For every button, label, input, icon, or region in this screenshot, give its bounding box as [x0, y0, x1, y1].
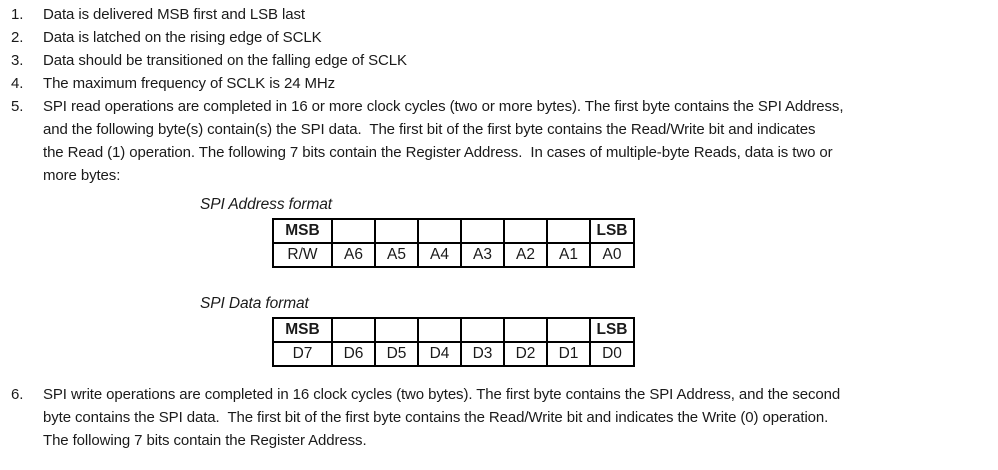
list-item-6-text-line-3: The following 7 bits contain the Register Address.	[43, 432, 367, 449]
list-item-5-number: 5.	[11, 98, 24, 115]
list-item-5-text-line-3: the Read (1) operation. The following 7 bits contain the Register Address. In cases of multiple-byte Reads, data is two or	[43, 144, 833, 161]
list-item-3-text: Data should be transitioned on the falling edge of SCLK	[43, 52, 407, 69]
data-bit-cell: D1	[547, 342, 590, 366]
list-item-2	[0, 26, 998, 49]
data-bit-cell: D2	[504, 342, 547, 366]
data-bit-cell: D3	[461, 342, 504, 366]
list-item-1	[0, 3, 998, 26]
list-item-6	[0, 383, 998, 452]
address-header-cell-msb: MSB	[273, 219, 332, 243]
address-bit-cell: R/W	[273, 243, 332, 267]
data-bit-cell: D0	[590, 342, 634, 366]
address-header-cell	[547, 219, 590, 243]
address-bit-cell: A5	[375, 243, 418, 267]
address-bit-cell: A3	[461, 243, 504, 267]
table-row	[273, 243, 634, 267]
list-item-3-number: 3.	[11, 52, 24, 69]
address-bit-cell: A4	[418, 243, 461, 267]
data-header-cell-lsb: LSB	[590, 318, 634, 342]
list-item-5	[0, 95, 998, 187]
data-header-cell	[418, 318, 461, 342]
data-header-cell	[375, 318, 418, 342]
address-bit-cell: A2	[504, 243, 547, 267]
list-item-5-text-line-2: and the following byte(s) contain(s) the SPI data. The first bit of the first byte contains the Read/Write bit and indicates	[43, 121, 816, 138]
data-bit-cell: D4	[418, 342, 461, 366]
address-header-cell	[504, 219, 547, 243]
data-bit-cell: D6	[332, 342, 375, 366]
data-header-cell	[504, 318, 547, 342]
table-row	[273, 318, 634, 342]
address-header-cell	[461, 219, 504, 243]
spi-address-format-caption: SPI Address format	[200, 196, 333, 213]
table-row	[273, 342, 634, 366]
list-item-6-text-line-2: byte contains the SPI data. The first bit of the first byte contains the Read/Write bit and indicates the Write (0) operation.	[43, 409, 829, 426]
list-item-5-text-line-1: SPI read operations are completed in 16 or more clock cycles (two or more bytes). The first byte contains the SPI Address,	[43, 98, 844, 115]
data-header-cell	[332, 318, 375, 342]
data-bit-cell: D5	[375, 342, 418, 366]
list-item-5-text-line-4: more bytes:	[43, 167, 121, 184]
list-item-4	[0, 72, 998, 95]
list-item-1-text: Data is delivered MSB first and LSB last	[43, 6, 305, 23]
data-header-cell	[461, 318, 504, 342]
address-header-cell	[418, 219, 461, 243]
list-item-2-text: Data is latched on the rising edge of SCLK	[43, 29, 322, 46]
address-header-cell	[332, 219, 375, 243]
list-item-4-number: 4.	[11, 75, 24, 92]
address-header-cell	[375, 219, 418, 243]
list-item-3	[0, 49, 998, 72]
list-item-2-number: 2.	[11, 29, 24, 46]
list-item-6-number: 6.	[11, 386, 24, 403]
address-bit-cell: A1	[547, 243, 590, 267]
data-header-cell	[547, 318, 590, 342]
list-item-1-number: 1.	[11, 6, 24, 23]
table-row	[273, 219, 634, 243]
spi-data-format-table	[272, 317, 635, 367]
list-item-6-text-line-1: SPI write operations are completed in 16 clock cycles (two bytes). The first byte contains the SPI Address, and the second	[43, 386, 841, 403]
address-bit-cell: A6	[332, 243, 375, 267]
address-bit-cell: A0	[590, 243, 634, 267]
spi-data-format-caption: SPI Data format	[200, 295, 309, 312]
data-bit-cell: D7	[273, 342, 332, 366]
spi-address-format-table	[272, 218, 635, 268]
data-header-cell-msb: MSB	[273, 318, 332, 342]
list-item-4-text: The maximum frequency of SCLK is 24 MHz	[43, 75, 336, 92]
address-header-cell-lsb: LSB	[590, 219, 634, 243]
